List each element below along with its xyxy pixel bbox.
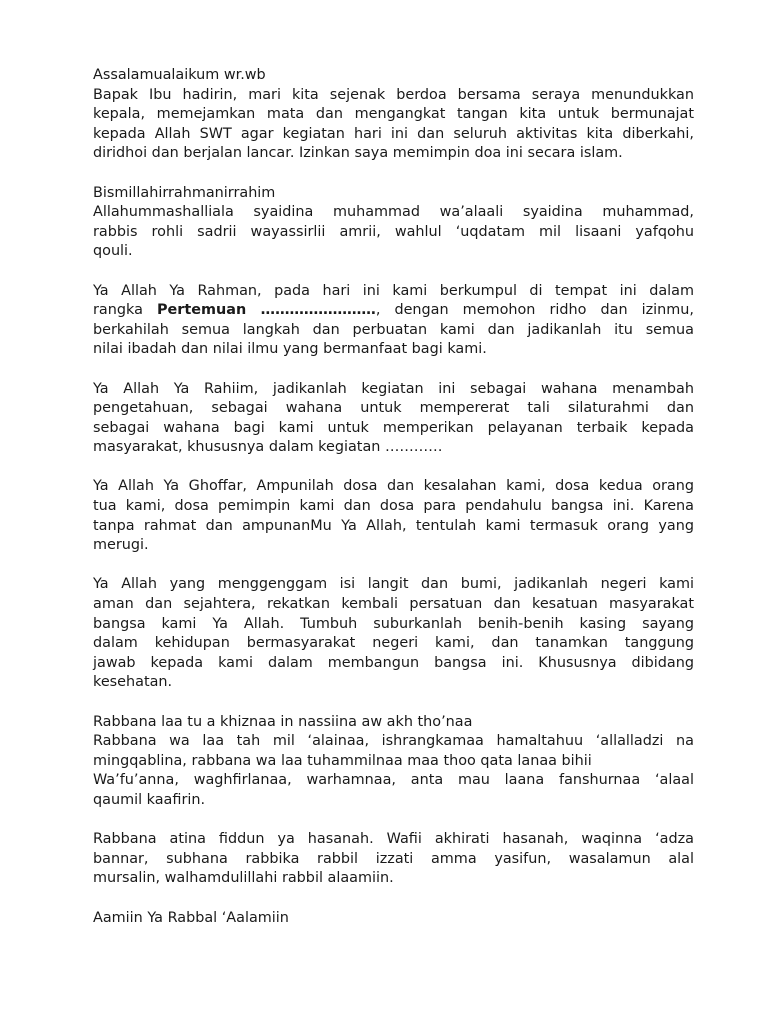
text-line: masyarakat, khususnya dalam kegiatan ………… [93,439,443,456]
text-fragment: rangka [93,302,157,319]
text-line: mursalin, walhamdulillahi rabbil alaamiin. [93,870,394,887]
rabbana-atina-paragraph [93,830,694,889]
text-line: tua kami, dosa pemimpin kami dan dosa para pendahulu bangsa ini. Karena [93,498,694,515]
text-line: bangsa kami Ya Allah. Tumbuh suburkanlah benih-benih kasing sayang [93,615,694,632]
text-line: qouli. [93,243,133,260]
event-name-bold: Pertemuan …………………… [156,302,376,319]
text-line: Ya Allah Ya Rahman, pada hari ini kami berkumpul di tempat ini dalam [93,282,694,299]
text-line: Rabbana wa laa tah mil ‘alainaa, ishrangkamaa hamaltahuu ‘allalladzi na [93,733,694,750]
text-line: Allahummashalliala syaidina muhammad wa’alaali syaidina muhammad, [93,204,694,221]
text-line: Ya Allah Ya Ghoffar, Ampunilah dosa dan kesalahan kami, dosa kedua orang [93,478,694,495]
text-fragment: , dengan memohon ridho dan izinmu, [375,302,695,319]
text-line [93,301,694,321]
text-line: Ya Allah Ya Rahiim, jadikanlah kegiatan ini sebagai wahana menambah [93,380,694,397]
greeting-line: Assalamualaikum wr.wb [93,67,266,83]
text-line: sebagai wahana bagi kami untuk memperikan pelayanan terbaik kepada [93,419,694,436]
text-line: tanpa rahmat dan ampunanMu Ya Allah, tentulah kami termasuk orang yang [93,517,694,534]
text-line: pengetahuan, sebagai wahana untuk mempererat tali silaturahmi dan [93,400,694,417]
text-line: merugi. [93,537,149,554]
text-line: Rabbana laa tu a khiznaa in nassiina aw akh tho’naa [93,713,473,730]
opening-paragraph [93,66,694,164]
text-line: Ya Allah yang menggenggam isi langit dan bumi, jadikanlah negeri kami [93,576,694,593]
text-line: berkahilah semua langkah dan perbuatan kami dan jadikanlah itu semua [93,321,694,338]
text-line: dalam kehidupan bermasyarakat negeri kami, dan tanamkan tanggung [93,635,694,652]
text-line: jawab kepada kami dalam membangun bangsa ini. Khususnya dibidang [93,654,694,671]
rabbana-paragraph [93,713,694,811]
text-line: mingqablina, rabbana wa laa tuhammilnaa maa thoo qata lanaa bihii [93,752,592,769]
text-line: diridhoi dan berjalan lancar. Izinkan saya memimpin doa ini secara islam. [93,145,623,162]
text-line: kesehatan. [93,674,173,691]
text-line: Rabbana atina fiddun ya hasanah. Wafii akhirati hasanah, waqinna ‘adza [93,831,694,848]
text-line: nilai ibadah dan nilai ilmu yang bermanfaat bagi kami. [93,341,487,358]
document-page [93,66,694,948]
text-line: Bapak Ibu hadirin, mari kita sejenak berdoa bersama seraya menundukkan [93,86,694,103]
ya-rahman-paragraph [93,282,694,360]
text-line: kepala, memejamkan mata dan mengangkat tangan kita untuk bermunajat [93,106,694,123]
bismillah-paragraph [93,184,694,262]
text-line: Wa’fu’anna, waghfirlanaa, warhamnaa, anta mau laana fanshurnaa ‘alaal [93,772,694,789]
ya-ghoffar-paragraph [93,477,694,555]
text-line: rabbis rohli sadrii wayassirlii amrii, wahlul ‘uqdatam mil lisaani yafqohu [93,223,694,240]
text-line: bannar, subhana rabbika rabbil izzati amma yasifun, wasalamun alal [93,850,694,867]
text-line: Bismillahirrahmanirrahim [93,184,276,201]
text-line: kepada Allah SWT agar kegiatan hari ini dan seluruh aktivitas kita diberkahi, [93,125,694,142]
ya-rahiim-paragraph [93,380,694,458]
closing-paragraph [93,909,694,929]
text-line: qaumil kaafirin. [93,791,206,808]
text-line: Aamiin Ya Rabbal ‘Aalamiin [93,909,289,926]
text-line: aman dan sejahtera, rekatkan kembali persatuan dan kesatuan masyarakat [93,596,694,613]
negeri-paragraph [93,575,694,693]
